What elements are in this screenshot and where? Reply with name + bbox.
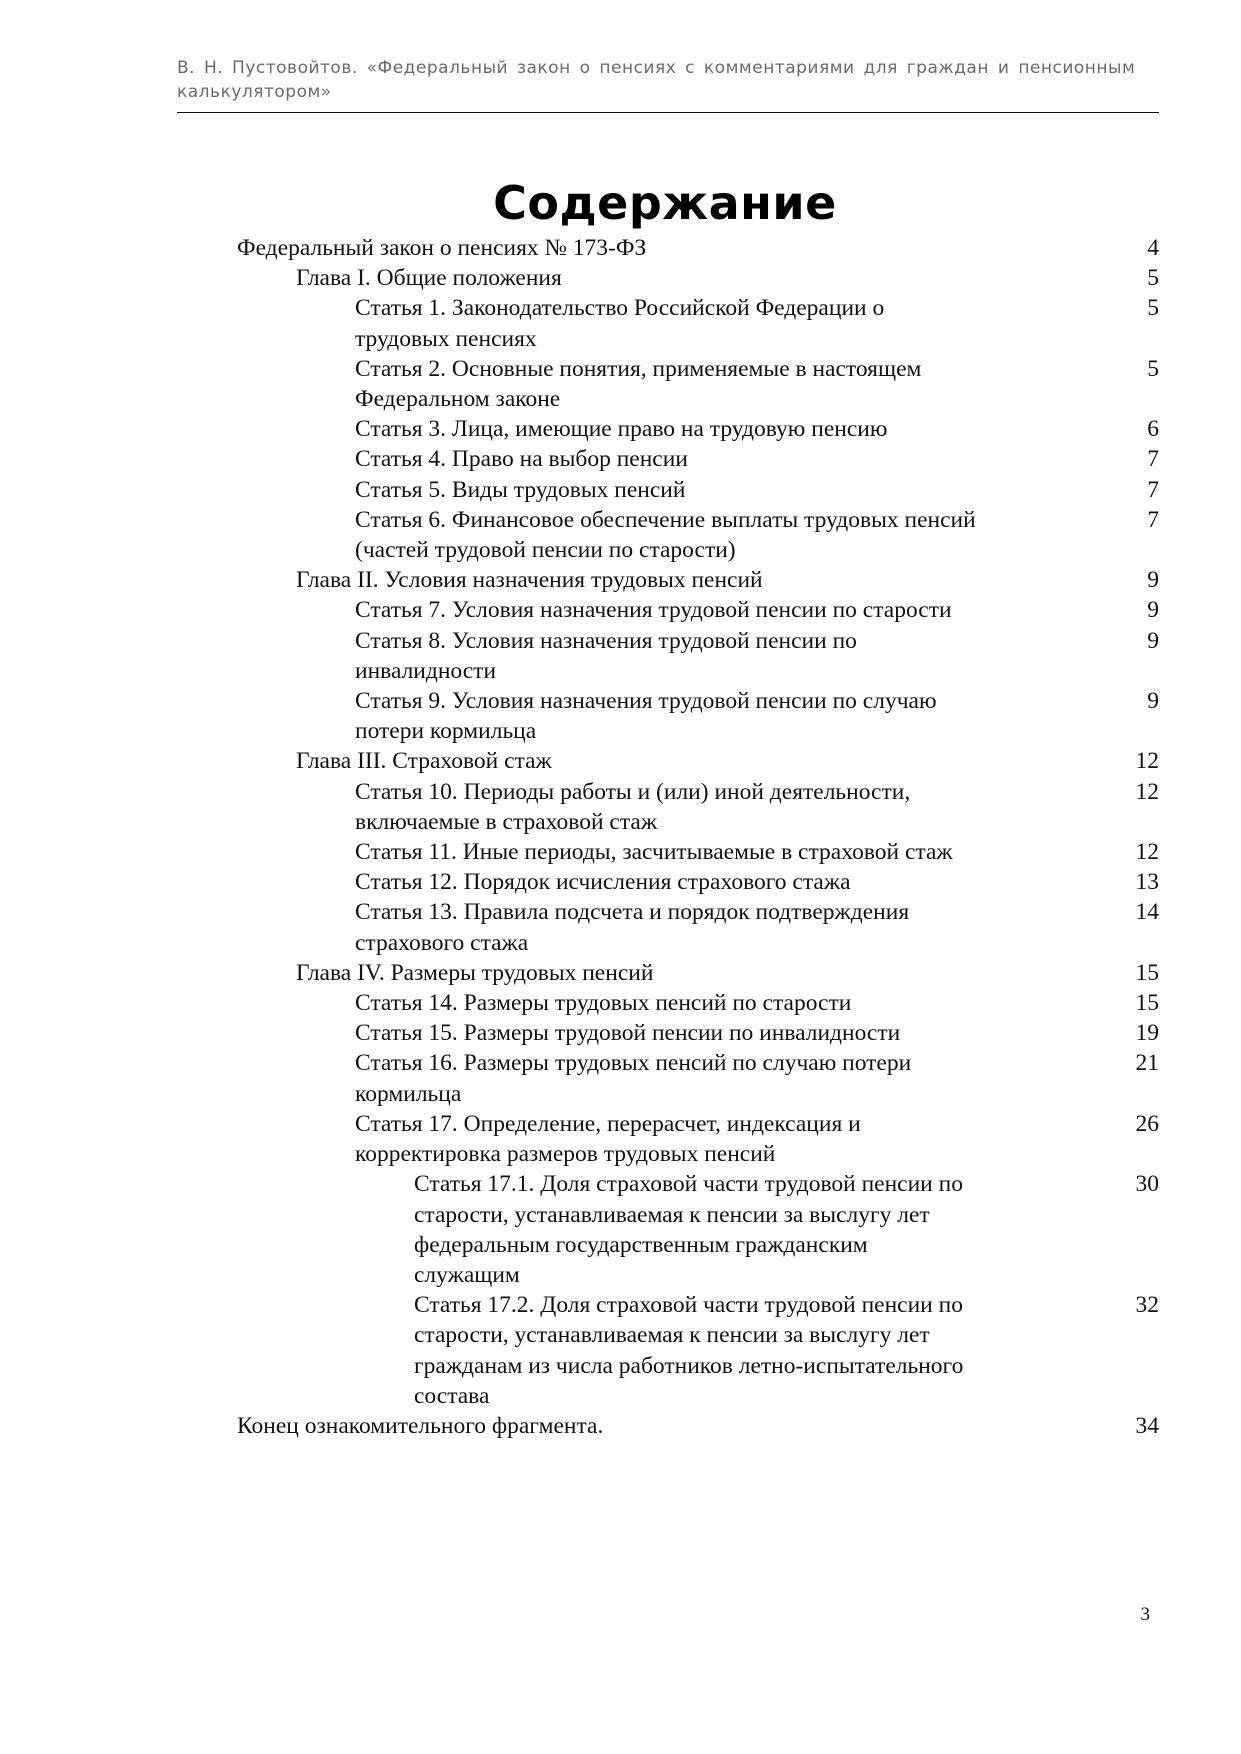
toc-entry-article-1[interactable] xyxy=(237,293,1159,353)
toc-entry-law[interactable] xyxy=(237,233,1159,263)
toc-entry-article-3[interactable] xyxy=(237,414,1159,444)
running-header: В. Н. Пустовойтов. «Федеральный закон о пенсиях с комментариями для граждан и пенсионным калькулятором» xyxy=(177,58,1136,102)
toc-entry-title: Статья 1. Законодательство Российской Федерации о трудовых пенсиях xyxy=(355,295,885,352)
toc-entry-title: Федеральный закон о пенсиях № 173-ФЗ xyxy=(237,235,647,261)
page-title: Содержание xyxy=(493,175,837,230)
toc-entry-title: Статья 6. Финансовое обеспечение выплаты трудовых пенсий (частей трудовой пенсии по старости) xyxy=(355,506,976,564)
toc-entry-title: Статья 14. Размеры трудовых пенсий по старости xyxy=(355,990,852,1017)
toc-entry-article-15[interactable] xyxy=(237,1018,1159,1048)
toc-entry-page: 34 xyxy=(1135,1412,1159,1439)
header-rule xyxy=(177,112,1159,113)
toc-entry-article-7[interactable] xyxy=(237,595,1159,625)
toc-entry-page: 7 xyxy=(1147,446,1159,473)
toc-entry-chapter-2[interactable] xyxy=(237,565,1159,595)
toc-entry-page: 15 xyxy=(1135,990,1159,1017)
toc-entry-title: Статья 13. Правила подсчета и порядок подтверждения страхового стажа xyxy=(355,899,910,956)
toc-entry-article-17-1[interactable] xyxy=(237,1169,1159,1290)
toc-entry-page: 4 xyxy=(1147,235,1159,261)
toc-entry-page: 5 xyxy=(1147,265,1159,292)
toc-entry-article-9[interactable] xyxy=(237,686,1159,746)
toc-entry-title: Глава III. Страховой стаж xyxy=(296,748,552,775)
toc-entry-title: Статья 7. Условия назначения трудовой пенсии по старости xyxy=(355,597,952,624)
toc-entry-title: Глава II. Условия назначения трудовых пенсий xyxy=(296,567,763,594)
toc-entry-title: Статья 16. Размеры трудовых пенсий по случаю потери кормильца xyxy=(355,1050,912,1107)
toc-entry-article-2[interactable] xyxy=(237,354,1159,414)
toc-entry-page: 19 xyxy=(1135,1020,1159,1047)
toc-entry-page: 21 xyxy=(1135,1050,1159,1077)
toc-entry-title: Статья 17.2. Доля страховой части трудовой пенсии по старости, устанавливаемая к пенсии за выслугу лет гражданам из числа работников летно-испытательного состава xyxy=(414,1292,964,1409)
toc-entry-title: Статья 15. Размеры трудовой пенсии по инвалидности xyxy=(355,1020,901,1047)
table-of-contents xyxy=(237,233,1159,1441)
toc-entry-end-of-fragment[interactable] xyxy=(237,1411,1159,1441)
toc-entry-page: 9 xyxy=(1147,688,1159,715)
toc-entry-article-17-2[interactable] xyxy=(237,1290,1159,1411)
toc-entry-title: Статья 12. Порядок исчисления страхового стажа xyxy=(355,869,851,896)
toc-entry-page: 12 xyxy=(1135,839,1159,866)
toc-entry-article-8[interactable] xyxy=(237,626,1159,686)
toc-entry-title: Статья 17. Определение, перерасчет, индексация и корректировка размеров трудовых пенсий xyxy=(355,1110,861,1168)
toc-entry-page: 7 xyxy=(1147,476,1159,503)
toc-entry-title: Конец ознакомительного фрагмента. xyxy=(237,1412,604,1439)
toc-entry-article-16[interactable] xyxy=(237,1048,1159,1108)
toc-entry-page: 32 xyxy=(1135,1292,1159,1319)
toc-entry-page: 26 xyxy=(1135,1110,1159,1137)
toc-entry-title: Статья 17.1. Доля страховой части трудовой пенсии по старости, устанавливаемая к пенсии за выслугу лет федеральным государственным гражданским служащим xyxy=(414,1171,963,1288)
toc-entry-article-14[interactable] xyxy=(237,988,1159,1018)
toc-entry-page: 9 xyxy=(1147,567,1159,594)
toc-entry-article-17[interactable] xyxy=(237,1109,1159,1169)
toc-entry-article-12[interactable] xyxy=(237,867,1159,897)
toc-entry-page: 5 xyxy=(1147,295,1159,322)
toc-entry-title: Глава I. Общие положения xyxy=(296,265,562,292)
toc-entry-page: 9 xyxy=(1147,597,1159,624)
toc-entry-page: 30 xyxy=(1135,1171,1159,1198)
toc-entry-article-10[interactable] xyxy=(237,777,1159,837)
toc-entry-page: 9 xyxy=(1147,627,1159,654)
toc-entry-title: Статья 4. Право на выбор пенсии xyxy=(355,446,688,473)
page-number: 3 xyxy=(1140,1604,1150,1625)
toc-entry-article-13[interactable] xyxy=(237,897,1159,957)
toc-entry-title: Статья 5. Виды трудовых пенсий xyxy=(355,476,686,503)
toc-entry-title: Статья 2. Основные понятия, применяемые в настоящем Федеральном законе xyxy=(355,355,922,413)
toc-entry-article-6[interactable] xyxy=(237,505,1159,565)
toc-entry-page: 12 xyxy=(1135,778,1159,805)
toc-entry-article-5[interactable] xyxy=(237,475,1159,505)
toc-entry-article-4[interactable] xyxy=(237,444,1159,474)
toc-entry-title: Статья 8. Условия назначения трудовой пенсии по инвалидности xyxy=(355,627,857,684)
toc-entry-chapter-3[interactable] xyxy=(237,746,1159,776)
toc-entry-page: 6 xyxy=(1147,416,1159,443)
toc-entry-article-11[interactable] xyxy=(237,837,1159,867)
toc-entry-page: 15 xyxy=(1135,959,1159,986)
toc-entry-title: Статья 3. Лица, имеющие право на трудовую пенсию xyxy=(355,416,888,443)
toc-entry-page: 12 xyxy=(1135,748,1159,775)
toc-entry-title: Статья 9. Условия назначения трудовой пенсии по случаю потери кормильца xyxy=(355,688,937,745)
toc-entry-title: Статья 10. Периоды работы и (или) иной деятельности, включаемые в страховой стаж xyxy=(355,778,911,835)
toc-entry-page: 13 xyxy=(1135,869,1159,896)
toc-entry-title: Глава IV. Размеры трудовых пенсий xyxy=(296,959,654,986)
toc-entry-chapter-4[interactable] xyxy=(237,958,1159,988)
toc-entry-page: 5 xyxy=(1147,355,1159,382)
toc-entry-page: 14 xyxy=(1135,899,1159,926)
toc-entry-page: 7 xyxy=(1147,506,1159,533)
toc-entry-title: Статья 11. Иные периоды, засчитываемые в страховой стаж xyxy=(355,839,953,866)
toc-entry-chapter-1[interactable] xyxy=(237,263,1159,293)
